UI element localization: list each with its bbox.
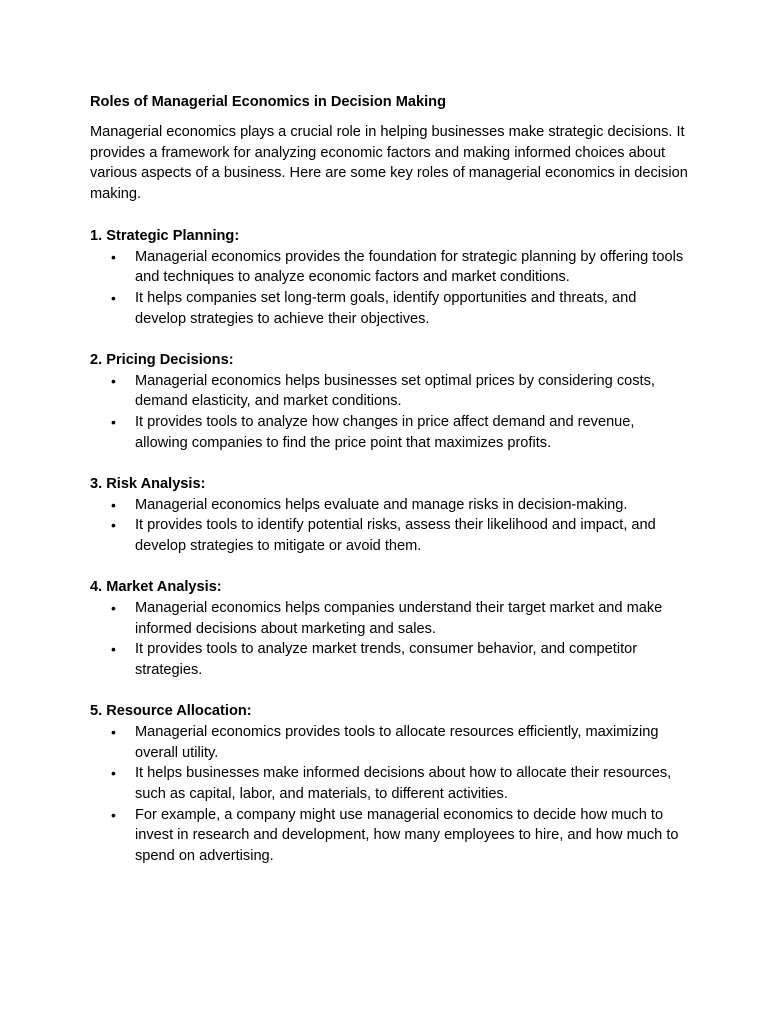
- list-item: [111, 598, 688, 639]
- document-title: Roles of Managerial Economics in Decision Making: [90, 94, 447, 110]
- bullet-icon: •: [111, 517, 116, 534]
- bullet-icon: •: [111, 248, 116, 265]
- bullet-icon: •: [111, 372, 116, 389]
- list-item-text: Managerial economics helps evaluate and manage risks in decision-making.: [135, 496, 628, 513]
- bullet-icon: •: [111, 496, 116, 513]
- section-heading: 1. Strategic Planning:: [90, 227, 240, 244]
- section-heading: 3. Risk Analysis:: [90, 475, 206, 492]
- section-risk-analysis: [90, 474, 688, 557]
- section-heading: 5. Resource Allocation:: [90, 703, 252, 720]
- list-item: [111, 639, 688, 680]
- list-item-text: It helps businesses make informed decisions about how to allocate their resources, such as capital, labor, and materials, to different activities.: [135, 765, 672, 802]
- bullet-icon: •: [111, 413, 116, 430]
- list-item-text: It provides tools to analyze how changes in price affect demand and revenue, allowing companies to find the price point that maximizes profits.: [135, 413, 635, 451]
- bullet-icon: •: [111, 599, 116, 616]
- bullet-list: [90, 495, 688, 557]
- list-item: [111, 288, 688, 329]
- intro-paragraph: Managerial economics plays a crucial role in helping businesses make strategic decisions. It provides a framework for analyzing economic factors and making informed choices about various aspects of a business. Here are some key roles of managerial economics in decision making.: [90, 124, 688, 203]
- bullet-icon: •: [111, 289, 116, 306]
- section-market-analysis: [90, 577, 688, 681]
- list-item-text: Managerial economics provides tools to allocate resources efficiently, maximizing overall utility.: [135, 723, 659, 761]
- list-item: [111, 412, 688, 453]
- list-item-text: Managerial economics helps companies understand their target market and make informed decisions about marketing and sales.: [135, 599, 663, 637]
- bullet-icon: •: [111, 641, 116, 658]
- list-item: [111, 495, 688, 516]
- list-item: [111, 515, 688, 556]
- list-item: [111, 763, 688, 804]
- bullet-icon: •: [111, 765, 116, 782]
- bullet-icon: •: [111, 806, 116, 823]
- list-item-text: It provides tools to identify potential risks, assess their likelihood and impact, and develop strategies to mitigate or avoid them.: [135, 517, 656, 554]
- list-item-text: It helps companies set long-term goals, identify opportunities and threats, and develop strategies to achieve their objectives.: [135, 289, 637, 327]
- bullet-list: [90, 722, 688, 867]
- list-item-text: Managerial economics provides the foundation for strategic planning by offering tools and techniques to analyze economic factors and market conditions.: [135, 248, 684, 286]
- list-item: [111, 371, 688, 412]
- list-item: [111, 722, 688, 763]
- section-pricing-decisions: [90, 350, 688, 454]
- bullet-icon: •: [111, 723, 116, 740]
- section-strategic-planning: [90, 226, 688, 330]
- list-item: [111, 805, 688, 867]
- section-resource-allocation: [90, 701, 688, 867]
- list-item: [111, 247, 688, 288]
- list-item-text: For example, a company might use managerial economics to decide how much to invest in research and development, how many employees to hire, and how much to spend on advertising.: [135, 806, 679, 865]
- list-item-text: Managerial economics helps businesses set optimal prices by considering costs, demand elasticity, and market conditions.: [135, 372, 655, 410]
- bullet-list: [90, 598, 688, 681]
- section-heading: 4. Market Analysis:: [90, 579, 222, 596]
- bullet-list: [90, 247, 688, 330]
- list-item-text: It provides tools to analyze market trends, consumer behavior, and competitor strategies.: [135, 641, 638, 678]
- bullet-list: [90, 371, 688, 454]
- section-heading: 2. Pricing Decisions:: [90, 351, 234, 368]
